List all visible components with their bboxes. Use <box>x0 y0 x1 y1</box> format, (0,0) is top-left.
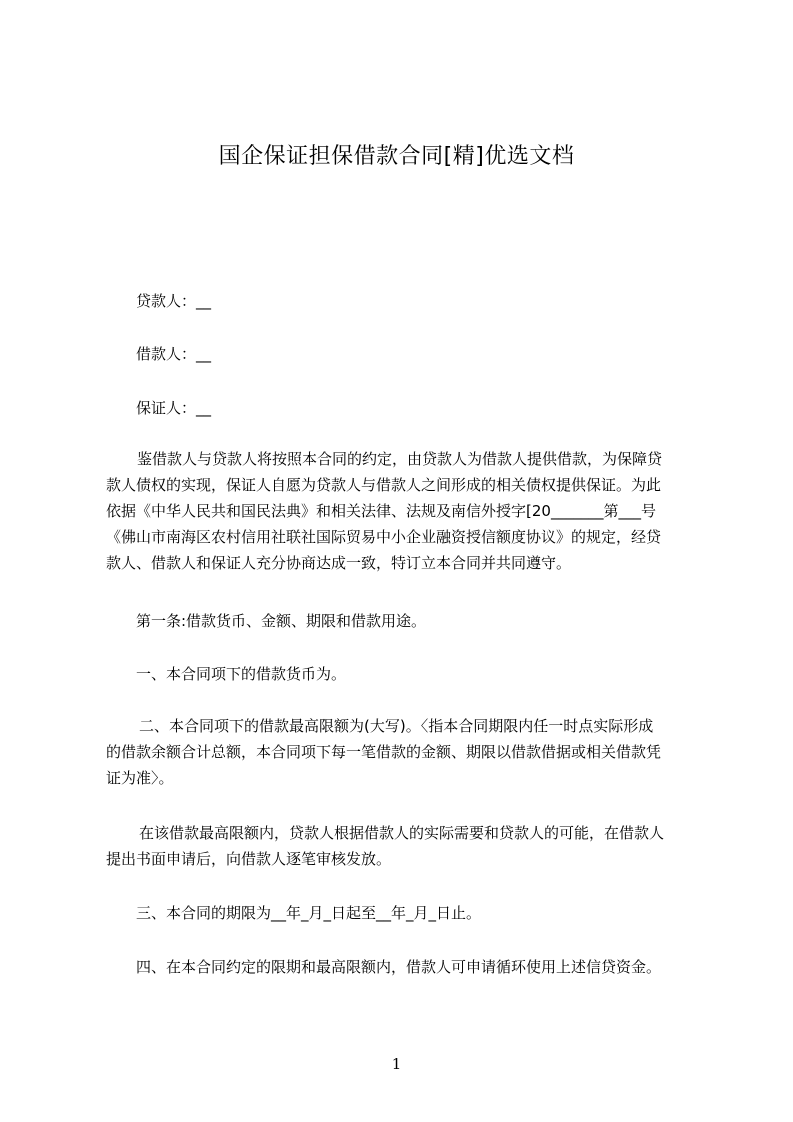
preamble-line-1: 鉴借款人与贷款人将按照本合同的约定，由贷款人为借款人提供借款，为保障贷 <box>137 450 663 468</box>
clause-2-note-line-2: 提出书面申请后，向借款人逐笔审核发放。 <box>106 850 392 868</box>
clause-2-note-line-1: 在该借款最高限额内，贷款人根据借款人的实际需要和贷款人的可能，在借款人 <box>139 824 665 842</box>
page-number: 1 <box>391 1055 402 1073</box>
clause-2-line-3: 证为准〉。 <box>106 769 174 787</box>
clause-2-line-1: 二、本合同项下的借款最高限额为(大写)。〈指本合同期限内任一时点实际形成 <box>139 717 654 735</box>
clause-2-line-2: 的借款余额合计总额，本合同项下每一笔借款的金额、期限以借款借据或相关借款凭 <box>106 743 662 761</box>
document-title: 国企保证担保借款合同[精]优选文档 <box>218 144 575 169</box>
clause-2-note-paragraph <box>0 820 664 872</box>
borrower-line: 借款人：__ <box>136 345 212 363</box>
preamble-paragraph <box>0 446 662 576</box>
preamble-line-5: 款人、借款人和保证人充分协商达成一致，特订立本合同并共同遵守。 <box>106 554 572 572</box>
guarantor-line: 保证人：__ <box>136 399 212 417</box>
preamble-line-2: 款人债权的实现，保证人自愿为贷款人与借款人之间形成的相关债权提供保证。为此 <box>106 476 662 494</box>
preamble-line-4: 《佛山市南海区农村信用社联社国际贸易中小企业融资授信额度协议》的规定，经贷 <box>106 528 662 546</box>
lender-line: 贷款人：__ <box>136 292 212 310</box>
clause-3: 三、本合同的期限为__年_月_日起至__年_月_日止。 <box>136 904 482 922</box>
article-1-heading: 第一条:借款货币、金额、期限和借款用途。 <box>136 612 427 630</box>
clause-2-paragraph <box>0 713 661 791</box>
clause-4: 四、在本合同约定的限期和最高限额内，借款人可申请循环使用上述信贷资金。 <box>136 958 662 976</box>
preamble-line-3: 依据《中华人民共和国民法典》和相关法律、法规及南信外授字[20_______第___号 <box>106 502 656 520</box>
clause-1: 一、本合同项下的借款货币为。 <box>136 665 347 683</box>
